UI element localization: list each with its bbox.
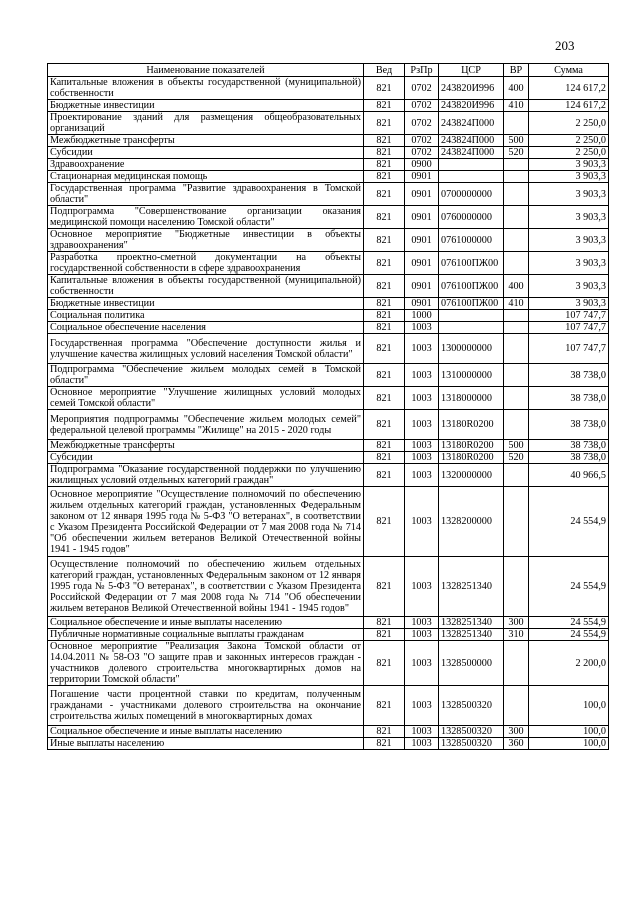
cell-ved: 821 [364, 410, 405, 440]
cell-sum: 3 903,3 [529, 229, 609, 252]
cell-indicator-name: Основное мероприятие "Улучшение жилищных условий молодых семей Томской области" [48, 387, 364, 410]
cell-sum: 3 903,3 [529, 298, 609, 310]
cell-vr: 410 [504, 298, 529, 310]
cell-ved: 821 [364, 135, 405, 147]
header-rzpr: РзПр [405, 64, 439, 77]
cell-indicator-name: Осуществление полномочий по обеспечению жильем отдельных категорий граждан, установленных Федеральным законом от 12 января 1995 года № 5-ФЗ "О ветеранах", в соответствии с Указом Президента Российской Федерации от 7 мая 2008 года № 714 "Об обеспечении жильем ветеранов Великой Отечественной войны 1941 - 1945 годов" [48, 557, 364, 617]
table-row [48, 452, 609, 464]
cell-indicator-name: Бюджетные инвестиции [48, 298, 364, 310]
cell-indicator-name: Мероприятия подпрограммы "Обеспечение жильем молодых семей" федеральной целевой программы "Жилище" на 2015 - 2020 годы [48, 410, 364, 440]
cell-ved: 821 [364, 686, 405, 726]
cell-vr: 360 [504, 738, 529, 750]
cell-ved: 821 [364, 629, 405, 641]
cell-ved: 821 [364, 275, 405, 298]
cell-sum: 100,0 [529, 738, 609, 750]
cell-indicator-name: Публичные нормативные социальные выплаты гражданам [48, 629, 364, 641]
cell-indicator-name: Проектирование зданий для размещения общеобразовательных организаций [48, 112, 364, 135]
cell-csr: 13180R0200 [439, 410, 504, 440]
cell-sum: 107 747,7 [529, 310, 609, 322]
table-row [48, 410, 609, 440]
cell-indicator-name: Капитальные вложения в объекты государственной (муниципальной) собственности [48, 275, 364, 298]
cell-sum: 3 903,3 [529, 206, 609, 229]
cell-ved: 821 [364, 738, 405, 750]
cell-ved: 821 [364, 726, 405, 738]
budget-table [47, 63, 609, 750]
cell-indicator-name: Основное мероприятие "Реализация Закона Томской области от 14.04.2011 № 58-ОЗ "О защите прав и законных интересов граждан - участников долевого строительства многоквартирных домов на территории Томской области" [48, 641, 364, 686]
table-row [48, 686, 609, 726]
cell-indicator-name: Социальное обеспечение и иные выплаты населению [48, 617, 364, 629]
cell-rzpr: 0901 [405, 275, 439, 298]
cell-csr: 0700000000 [439, 183, 504, 206]
table-row [48, 617, 609, 629]
cell-vr [504, 159, 529, 171]
cell-vr: 300 [504, 617, 529, 629]
cell-ved: 821 [364, 171, 405, 183]
cell-indicator-name: Государственная программа "Обеспечение доступности жилья и улучшение качества жилищных условий населения Томской области" [48, 334, 364, 364]
cell-sum: 38 738,0 [529, 410, 609, 440]
cell-ved: 821 [364, 206, 405, 229]
cell-rzpr: 1003 [405, 440, 439, 452]
cell-csr: 1320000000 [439, 464, 504, 487]
cell-ved: 821 [364, 364, 405, 387]
cell-ved: 821 [364, 159, 405, 171]
cell-sum: 38 738,0 [529, 387, 609, 410]
cell-ved: 821 [364, 464, 405, 487]
cell-vr [504, 464, 529, 487]
cell-sum: 107 747,7 [529, 322, 609, 334]
cell-sum: 2 250,0 [529, 135, 609, 147]
cell-csr: 1310000000 [439, 364, 504, 387]
table-row [48, 275, 609, 298]
cell-csr [439, 171, 504, 183]
cell-indicator-name: Социальная политика [48, 310, 364, 322]
cell-rzpr: 0702 [405, 112, 439, 135]
table-row [48, 252, 609, 275]
cell-sum: 24 554,9 [529, 629, 609, 641]
cell-sum: 3 903,3 [529, 159, 609, 171]
cell-sum: 100,0 [529, 686, 609, 726]
cell-rzpr: 0901 [405, 206, 439, 229]
cell-csr: 243820И996 [439, 77, 504, 100]
cell-sum: 24 554,9 [529, 617, 609, 629]
cell-ved: 821 [364, 452, 405, 464]
cell-rzpr: 1003 [405, 686, 439, 726]
cell-rzpr: 1003 [405, 617, 439, 629]
cell-rzpr: 1003 [405, 726, 439, 738]
cell-csr: 1328200000 [439, 487, 504, 557]
cell-ved: 821 [364, 310, 405, 322]
cell-csr [439, 159, 504, 171]
table-row [48, 229, 609, 252]
table-row [48, 310, 609, 322]
cell-ved: 821 [364, 322, 405, 334]
cell-vr: 400 [504, 77, 529, 100]
header-indicator-name: Наименование показателей [48, 64, 364, 77]
cell-csr: 243820И996 [439, 100, 504, 112]
table-header-row [48, 64, 609, 77]
cell-indicator-name: Социальное обеспечение и иные выплаты населению [48, 726, 364, 738]
table-row [48, 100, 609, 112]
cell-indicator-name: Государственная программа "Развитие здравоохранения в Томской области" [48, 183, 364, 206]
table-row [48, 641, 609, 686]
cell-csr: 1328251340 [439, 557, 504, 617]
cell-csr: 1328500320 [439, 686, 504, 726]
cell-csr: 243824П000 [439, 135, 504, 147]
cell-vr [504, 229, 529, 252]
cell-rzpr: 0702 [405, 135, 439, 147]
cell-vr: 520 [504, 147, 529, 159]
cell-vr: 400 [504, 275, 529, 298]
cell-vr: 300 [504, 726, 529, 738]
cell-sum: 124 617,2 [529, 100, 609, 112]
cell-rzpr: 1003 [405, 410, 439, 440]
cell-ved: 821 [364, 183, 405, 206]
table-row [48, 387, 609, 410]
cell-ved: 821 [364, 77, 405, 100]
cell-indicator-name: Подпрограмма "Оказание государственной поддержки по улучшению жилищных условий отдельных категорий граждан" [48, 464, 364, 487]
table-row [48, 322, 609, 334]
cell-vr [504, 364, 529, 387]
cell-csr: 1328500320 [439, 738, 504, 750]
cell-vr [504, 387, 529, 410]
cell-sum: 3 903,3 [529, 252, 609, 275]
cell-csr: 1328500000 [439, 641, 504, 686]
cell-ved: 821 [364, 147, 405, 159]
cell-rzpr: 1000 [405, 310, 439, 322]
cell-indicator-name: Основное мероприятие "Бюджетные инвестиции в объекты здравоохранения" [48, 229, 364, 252]
table-row [48, 147, 609, 159]
cell-rzpr: 1003 [405, 364, 439, 387]
cell-rzpr: 0901 [405, 171, 439, 183]
cell-rzpr: 0702 [405, 100, 439, 112]
table-row [48, 334, 609, 364]
cell-csr [439, 310, 504, 322]
cell-vr [504, 334, 529, 364]
cell-rzpr: 1003 [405, 322, 439, 334]
cell-vr [504, 183, 529, 206]
cell-ved: 821 [364, 229, 405, 252]
table-row [48, 738, 609, 750]
cell-rzpr: 1003 [405, 629, 439, 641]
cell-csr: 1300000000 [439, 334, 504, 364]
cell-vr [504, 252, 529, 275]
cell-indicator-name: Капитальные вложения в объекты государственной (муниципальной) собственности [48, 77, 364, 100]
cell-rzpr: 1003 [405, 641, 439, 686]
table-row [48, 629, 609, 641]
cell-sum: 100,0 [529, 726, 609, 738]
cell-sum: 3 903,3 [529, 183, 609, 206]
cell-vr [504, 410, 529, 440]
cell-indicator-name: Разработка проектно-сметной документации на объекты государственной собственности в сфере здравоохранения [48, 252, 364, 275]
cell-indicator-name: Подпрограмма "Обеспечение жильем молодых семей в Томской области" [48, 364, 364, 387]
table-row [48, 726, 609, 738]
cell-ved: 821 [364, 334, 405, 364]
cell-rzpr: 1003 [405, 487, 439, 557]
header-vr: ВР [504, 64, 529, 77]
cell-indicator-name: Основное мероприятие "Осуществление полномочий по обеспечению жильем отдельных категорий граждан, установленных Федеральным законом от 12 января 1995 года № 5-ФЗ "О ветеранах", в соответствии с Указом Президента Российской Федерации от 7 мая 2008 года № 714 "Об обеспечении жильем ветеранов Великой Отечественной войны 1941 - 1945 годов" [48, 487, 364, 557]
cell-vr [504, 641, 529, 686]
cell-indicator-name: Иные выплаты населению [48, 738, 364, 750]
cell-csr: 1328251340 [439, 629, 504, 641]
cell-csr: 243824П000 [439, 147, 504, 159]
table-row [48, 112, 609, 135]
cell-sum: 38 738,0 [529, 364, 609, 387]
table-row [48, 171, 609, 183]
cell-indicator-name: Здравоохранение [48, 159, 364, 171]
cell-indicator-name: Подпрограмма "Совершенствование организации оказания медицинской помощи населению Томской области" [48, 206, 364, 229]
cell-vr [504, 206, 529, 229]
cell-vr: 520 [504, 452, 529, 464]
cell-sum: 40 966,5 [529, 464, 609, 487]
cell-sum: 38 738,0 [529, 440, 609, 452]
cell-vr [504, 310, 529, 322]
cell-ved: 821 [364, 440, 405, 452]
cell-indicator-name: Бюджетные инвестиции [48, 100, 364, 112]
cell-vr: 500 [504, 440, 529, 452]
table-body [48, 77, 609, 750]
cell-sum: 24 554,9 [529, 557, 609, 617]
cell-vr [504, 557, 529, 617]
cell-rzpr: 0901 [405, 252, 439, 275]
cell-rzpr: 0702 [405, 77, 439, 100]
cell-ved: 821 [364, 617, 405, 629]
cell-csr: 13180R0200 [439, 452, 504, 464]
cell-indicator-name: Межбюджетные трансферты [48, 440, 364, 452]
cell-vr [504, 487, 529, 557]
table-row [48, 183, 609, 206]
cell-indicator-name: Погашение части процентной ставки по кредитам, полученным гражданами - участниками долевого строительства на окончание строительства жилых помещений в многоквартирных домах [48, 686, 364, 726]
cell-ved: 821 [364, 487, 405, 557]
cell-ved: 821 [364, 100, 405, 112]
cell-sum: 3 903,3 [529, 171, 609, 183]
cell-rzpr: 1003 [405, 387, 439, 410]
table-row [48, 557, 609, 617]
header-ved: Вед [364, 64, 405, 77]
cell-csr: 1328500320 [439, 726, 504, 738]
cell-rzpr: 0901 [405, 229, 439, 252]
cell-rzpr: 1003 [405, 334, 439, 364]
table-row [48, 487, 609, 557]
header-csr: ЦСР [439, 64, 504, 77]
cell-ved: 821 [364, 557, 405, 617]
cell-sum: 107 747,7 [529, 334, 609, 364]
cell-indicator-name: Субсидии [48, 147, 364, 159]
cell-rzpr: 0901 [405, 183, 439, 206]
cell-sum: 38 738,0 [529, 452, 609, 464]
cell-rzpr: 0901 [405, 298, 439, 310]
cell-csr: 1328251340 [439, 617, 504, 629]
cell-ved: 821 [364, 112, 405, 135]
cell-vr [504, 686, 529, 726]
cell-sum: 3 903,3 [529, 275, 609, 298]
cell-sum: 24 554,9 [529, 487, 609, 557]
cell-vr: 410 [504, 100, 529, 112]
cell-ved: 821 [364, 252, 405, 275]
cell-csr: 1318000000 [439, 387, 504, 410]
header-sum: Сумма [529, 64, 609, 77]
cell-sum: 124 617,2 [529, 77, 609, 100]
table-row [48, 77, 609, 100]
cell-rzpr: 1003 [405, 738, 439, 750]
cell-indicator-name: Межбюджетные трансферты [48, 135, 364, 147]
cell-rzpr: 1003 [405, 452, 439, 464]
cell-csr: 076100ПЖ00 [439, 252, 504, 275]
cell-rzpr: 1003 [405, 464, 439, 487]
cell-ved: 821 [364, 641, 405, 686]
cell-csr: 13180R0200 [439, 440, 504, 452]
cell-vr [504, 112, 529, 135]
cell-ved: 821 [364, 298, 405, 310]
cell-indicator-name: Стационарная медицинская помощь [48, 171, 364, 183]
page-number: 203 [555, 38, 575, 53]
cell-sum: 2 250,0 [529, 147, 609, 159]
cell-csr: 0760000000 [439, 206, 504, 229]
cell-ved: 821 [364, 387, 405, 410]
table-row [48, 298, 609, 310]
table-row [48, 364, 609, 387]
table-row [48, 159, 609, 171]
cell-csr: 076100ПЖ00 [439, 298, 504, 310]
cell-sum: 2 250,0 [529, 112, 609, 135]
cell-vr [504, 171, 529, 183]
table-row [48, 206, 609, 229]
cell-csr: 0761000000 [439, 229, 504, 252]
cell-csr [439, 322, 504, 334]
table-row [48, 135, 609, 147]
cell-vr: 310 [504, 629, 529, 641]
cell-rzpr: 1003 [405, 557, 439, 617]
cell-indicator-name: Социальное обеспечение населения [48, 322, 364, 334]
table-row [48, 440, 609, 452]
cell-rzpr: 0702 [405, 147, 439, 159]
cell-csr: 076100ПЖ00 [439, 275, 504, 298]
cell-indicator-name: Субсидии [48, 452, 364, 464]
cell-vr: 500 [504, 135, 529, 147]
table-row [48, 464, 609, 487]
cell-rzpr: 0900 [405, 159, 439, 171]
cell-csr: 243824П000 [439, 112, 504, 135]
cell-sum: 2 200,0 [529, 641, 609, 686]
cell-vr [504, 322, 529, 334]
